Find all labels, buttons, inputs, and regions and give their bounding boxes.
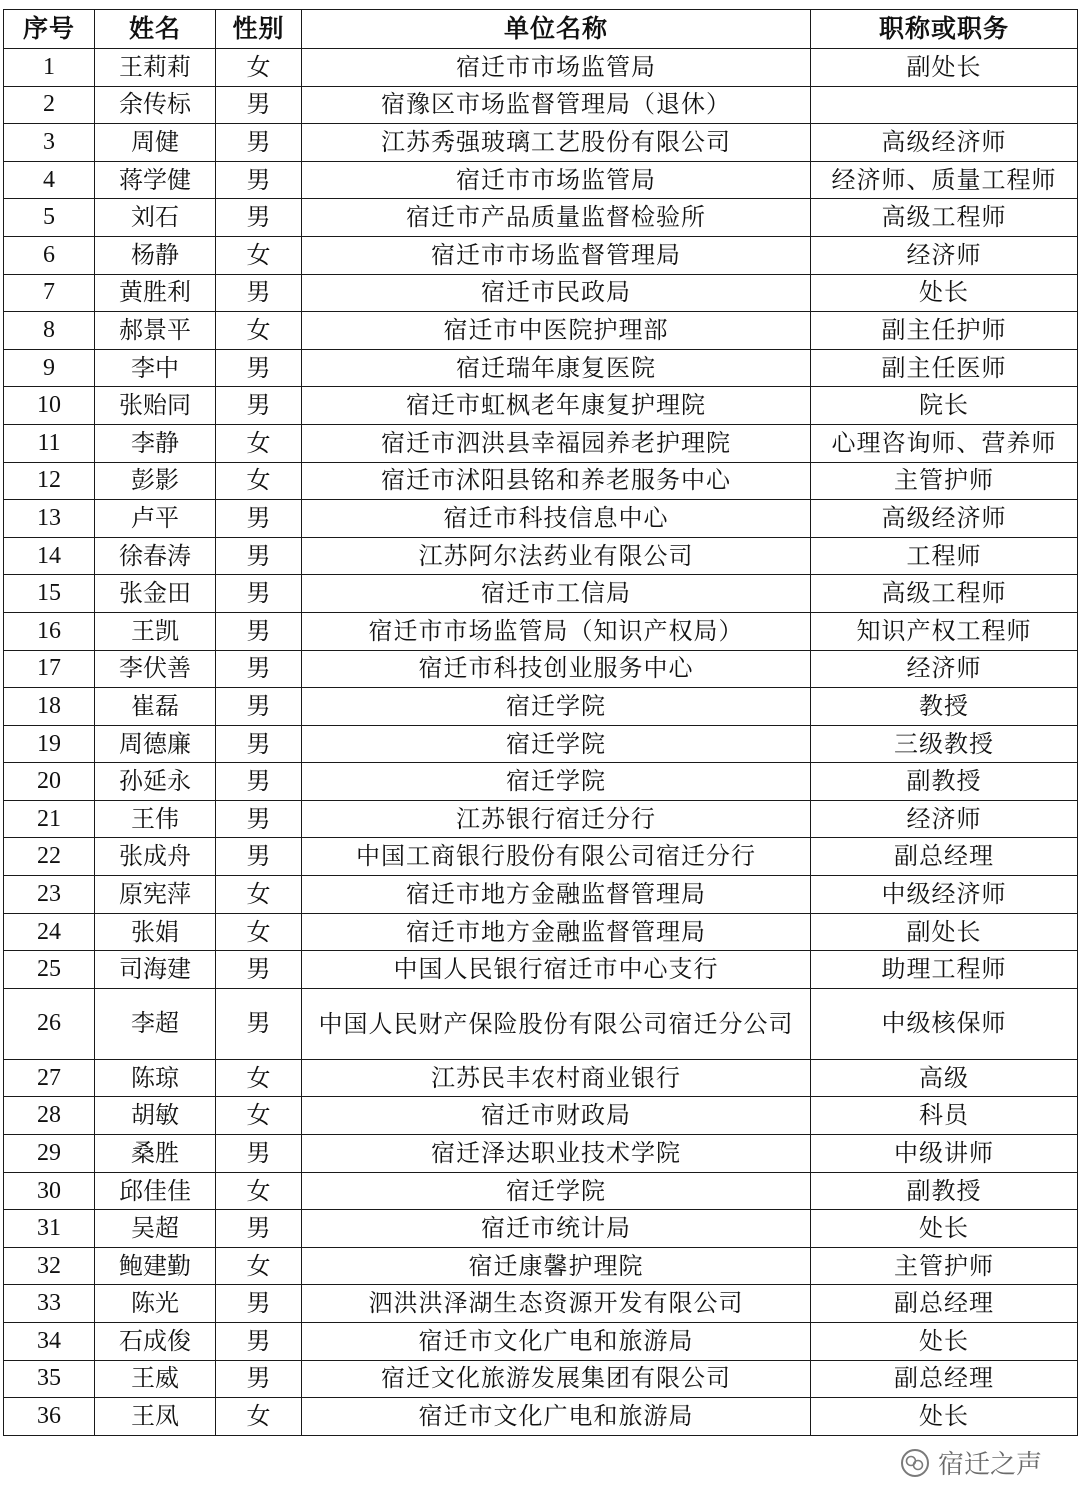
table-row xyxy=(4,575,1078,613)
person-name-cell: 余传标 xyxy=(95,86,216,124)
job-title-cell: 高级工程师 xyxy=(811,199,1078,237)
row-number-cell: 36 xyxy=(4,1398,95,1436)
wechat-official-account-icon xyxy=(900,1448,930,1478)
organization-cell: 宿迁市虹枫老年康复护理院 xyxy=(302,387,811,425)
person-name-cell: 崔磊 xyxy=(95,688,216,726)
job-title-cell: 副处长 xyxy=(811,49,1078,87)
gender-cell: 男 xyxy=(216,124,302,162)
gender-cell: 男 xyxy=(216,838,302,876)
gender-cell: 男 xyxy=(216,500,302,538)
person-name-cell: 孙延永 xyxy=(95,763,216,801)
person-name-cell: 石成俊 xyxy=(95,1323,216,1361)
job-title-cell: 知识产权工程师 xyxy=(811,612,1078,650)
person-name-cell: 张金田 xyxy=(95,575,216,613)
table-row xyxy=(4,688,1078,726)
gender-cell: 男 xyxy=(216,988,302,1059)
gender-cell: 男 xyxy=(216,1210,302,1248)
person-name-cell: 原宪萍 xyxy=(95,876,216,914)
job-title-cell: 三级教授 xyxy=(811,725,1078,763)
organization-cell: 宿迁市泗洪县幸福园养老护理院 xyxy=(302,424,811,462)
table-row xyxy=(4,1247,1078,1285)
organization-cell: 宿迁市工信局 xyxy=(302,575,811,613)
gender-cell: 男 xyxy=(216,800,302,838)
organization-cell: 宿迁市产品质量监督检验所 xyxy=(302,199,811,237)
gender-cell: 男 xyxy=(216,274,302,312)
table-row xyxy=(4,86,1078,124)
job-title-cell: 高级 xyxy=(811,1059,1078,1097)
organization-cell: 宿豫区市场监督管理局（退休） xyxy=(302,86,811,124)
table-row xyxy=(4,49,1078,87)
organization-cell: 宿迁市中医院护理部 xyxy=(302,312,811,350)
table-row xyxy=(4,725,1078,763)
job-title-cell: 处长 xyxy=(811,1210,1078,1248)
row-number-cell: 13 xyxy=(4,500,95,538)
job-title-cell xyxy=(811,86,1078,124)
person-name-cell: 王威 xyxy=(95,1360,216,1398)
organization-cell: 江苏民丰农村商业银行 xyxy=(302,1059,811,1097)
table-row xyxy=(4,876,1078,914)
table-row xyxy=(4,199,1078,237)
gender-cell: 男 xyxy=(216,387,302,425)
row-number-cell: 5 xyxy=(4,199,95,237)
table-row xyxy=(4,838,1078,876)
row-number-cell: 28 xyxy=(4,1097,95,1135)
job-title-cell: 副主任医师 xyxy=(811,349,1078,387)
table-row xyxy=(4,1360,1078,1398)
gender-cell: 女 xyxy=(216,462,302,500)
header-gender: 性别 xyxy=(216,10,302,49)
row-number-cell: 21 xyxy=(4,800,95,838)
table-row xyxy=(4,913,1078,951)
person-name-cell: 王凤 xyxy=(95,1398,216,1436)
gender-cell: 女 xyxy=(216,1097,302,1135)
organization-cell: 宿迁市市场监管局 xyxy=(302,49,811,87)
row-number-cell: 19 xyxy=(4,725,95,763)
roster-table xyxy=(3,9,1078,1436)
organization-cell: 宿迁市市场监督管理局 xyxy=(302,236,811,274)
row-number-cell: 1 xyxy=(4,49,95,87)
organization-cell: 泗洪洪泽湖生态资源开发有限公司 xyxy=(302,1285,811,1323)
job-title-cell: 副总经理 xyxy=(811,838,1078,876)
roster-sheet xyxy=(3,9,1077,1436)
person-name-cell: 陈光 xyxy=(95,1285,216,1323)
table-row xyxy=(4,312,1078,350)
job-title-cell: 主管护师 xyxy=(811,462,1078,500)
header-number: 序号 xyxy=(4,10,95,49)
job-title-cell: 高级经济师 xyxy=(811,124,1078,162)
table-row xyxy=(4,1097,1078,1135)
row-number-cell: 2 xyxy=(4,86,95,124)
table-row xyxy=(4,1210,1078,1248)
job-title-cell: 经济师、质量工程师 xyxy=(811,161,1078,199)
organization-cell: 宿迁市沭阳县铭和养老服务中心 xyxy=(302,462,811,500)
row-number-cell: 12 xyxy=(4,462,95,500)
gender-cell: 女 xyxy=(216,876,302,914)
person-name-cell: 李中 xyxy=(95,349,216,387)
person-name-cell: 李伏善 xyxy=(95,650,216,688)
organization-cell: 宿迁市科技创业服务中心 xyxy=(302,650,811,688)
organization-cell: 宿迁市市场监管局（知识产权局） xyxy=(302,612,811,650)
table-row xyxy=(4,1172,1078,1210)
organization-cell: 江苏阿尔法药业有限公司 xyxy=(302,537,811,575)
person-name-cell: 蒋学健 xyxy=(95,161,216,199)
job-title-cell: 经济师 xyxy=(811,650,1078,688)
header-organization: 单位名称 xyxy=(302,10,811,49)
organization-cell: 宿迁学院 xyxy=(302,725,811,763)
job-title-cell: 副总经理 xyxy=(811,1360,1078,1398)
table-row xyxy=(4,462,1078,500)
header-title: 职称或职务 xyxy=(811,10,1078,49)
gender-cell: 男 xyxy=(216,1360,302,1398)
gender-cell: 女 xyxy=(216,1172,302,1210)
row-number-cell: 22 xyxy=(4,838,95,876)
gender-cell: 男 xyxy=(216,763,302,801)
table-row xyxy=(4,1323,1078,1361)
row-number-cell: 24 xyxy=(4,913,95,951)
person-name-cell: 张娟 xyxy=(95,913,216,951)
table-row xyxy=(4,349,1078,387)
organization-cell: 宿迁市财政局 xyxy=(302,1097,811,1135)
organization-cell: 宿迁市地方金融监督管理局 xyxy=(302,876,811,914)
table-row xyxy=(4,274,1078,312)
table-row xyxy=(4,161,1078,199)
job-title-cell: 副教授 xyxy=(811,763,1078,801)
table-row xyxy=(4,387,1078,425)
table-row xyxy=(4,612,1078,650)
job-title-cell: 处长 xyxy=(811,1323,1078,1361)
person-name-cell: 徐春涛 xyxy=(95,537,216,575)
person-name-cell: 刘石 xyxy=(95,199,216,237)
table-row xyxy=(4,1135,1078,1173)
table-row xyxy=(4,800,1078,838)
job-title-cell: 处长 xyxy=(811,274,1078,312)
table-row xyxy=(4,500,1078,538)
row-number-cell: 10 xyxy=(4,387,95,425)
gender-cell: 女 xyxy=(216,1059,302,1097)
organization-cell: 中国人民财产保险股份有限公司宿迁分公司 xyxy=(302,988,811,1059)
gender-cell: 男 xyxy=(216,161,302,199)
organization-cell: 宿迁市科技信息中心 xyxy=(302,500,811,538)
row-number-cell: 23 xyxy=(4,876,95,914)
gender-cell: 女 xyxy=(216,913,302,951)
job-title-cell: 副主任护师 xyxy=(811,312,1078,350)
table-row xyxy=(4,236,1078,274)
job-title-cell: 心理咨询师、营养师 xyxy=(811,424,1078,462)
job-title-cell: 副处长 xyxy=(811,913,1078,951)
person-name-cell: 卢平 xyxy=(95,500,216,538)
row-number-cell: 18 xyxy=(4,688,95,726)
table-row xyxy=(4,1059,1078,1097)
organization-cell: 宿迁市文化广电和旅游局 xyxy=(302,1398,811,1436)
row-number-cell: 34 xyxy=(4,1323,95,1361)
person-name-cell: 黄胜利 xyxy=(95,274,216,312)
job-title-cell: 科员 xyxy=(811,1097,1078,1135)
organization-cell: 宿迁市统计局 xyxy=(302,1210,811,1248)
person-name-cell: 桑胜 xyxy=(95,1135,216,1173)
row-number-cell: 4 xyxy=(4,161,95,199)
row-number-cell: 8 xyxy=(4,312,95,350)
header-name: 姓名 xyxy=(95,10,216,49)
gender-cell: 男 xyxy=(216,537,302,575)
job-title-cell: 高级经济师 xyxy=(811,500,1078,538)
row-number-cell: 25 xyxy=(4,951,95,989)
person-name-cell: 王凯 xyxy=(95,612,216,650)
gender-cell: 男 xyxy=(216,199,302,237)
row-number-cell: 15 xyxy=(4,575,95,613)
job-title-cell: 中级讲师 xyxy=(811,1135,1078,1173)
person-name-cell: 彭影 xyxy=(95,462,216,500)
job-title-cell: 助理工程师 xyxy=(811,951,1078,989)
person-name-cell: 周健 xyxy=(95,124,216,162)
table-row xyxy=(4,951,1078,989)
job-title-cell: 高级工程师 xyxy=(811,575,1078,613)
row-number-cell: 6 xyxy=(4,236,95,274)
person-name-cell: 杨静 xyxy=(95,236,216,274)
watermark xyxy=(900,1444,1042,1481)
row-number-cell: 26 xyxy=(4,988,95,1059)
gender-cell: 男 xyxy=(216,612,302,650)
person-name-cell: 李静 xyxy=(95,424,216,462)
organization-cell: 江苏银行宿迁分行 xyxy=(302,800,811,838)
organization-cell: 宿迁学院 xyxy=(302,763,811,801)
gender-cell: 男 xyxy=(216,1285,302,1323)
job-title-cell: 副教授 xyxy=(811,1172,1078,1210)
row-number-cell: 35 xyxy=(4,1360,95,1398)
job-title-cell: 教授 xyxy=(811,688,1078,726)
gender-cell: 女 xyxy=(216,1398,302,1436)
job-title-cell: 处长 xyxy=(811,1398,1078,1436)
person-name-cell: 王伟 xyxy=(95,800,216,838)
job-title-cell: 经济师 xyxy=(811,800,1078,838)
row-number-cell: 27 xyxy=(4,1059,95,1097)
roster-body xyxy=(4,49,1078,1436)
organization-cell: 宿迁市市场监管局 xyxy=(302,161,811,199)
job-title-cell: 副总经理 xyxy=(811,1285,1078,1323)
header-row xyxy=(4,10,1078,49)
person-name-cell: 李超 xyxy=(95,988,216,1059)
row-number-cell: 7 xyxy=(4,274,95,312)
table-row xyxy=(4,124,1078,162)
gender-cell: 男 xyxy=(216,1323,302,1361)
row-number-cell: 11 xyxy=(4,424,95,462)
row-number-cell: 20 xyxy=(4,763,95,801)
job-title-cell: 工程师 xyxy=(811,537,1078,575)
organization-cell: 江苏秀强玻璃工艺股份有限公司 xyxy=(302,124,811,162)
job-title-cell: 中级核保师 xyxy=(811,988,1078,1059)
table-row xyxy=(4,1398,1078,1436)
person-name-cell: 张贻同 xyxy=(95,387,216,425)
organization-cell: 宿迁文化旅游发展集团有限公司 xyxy=(302,1360,811,1398)
watermark-text: 宿迁之声 xyxy=(938,1450,1043,1480)
row-number-cell: 31 xyxy=(4,1210,95,1248)
person-name-cell: 陈琼 xyxy=(95,1059,216,1097)
gender-cell: 男 xyxy=(216,86,302,124)
organization-cell: 宿迁市民政局 xyxy=(302,274,811,312)
table-row xyxy=(4,424,1078,462)
organization-cell: 宿迁学院 xyxy=(302,688,811,726)
gender-cell: 男 xyxy=(216,575,302,613)
job-title-cell: 中级经济师 xyxy=(811,876,1078,914)
row-number-cell: 30 xyxy=(4,1172,95,1210)
gender-cell: 女 xyxy=(216,424,302,462)
person-name-cell: 吴超 xyxy=(95,1210,216,1248)
person-name-cell: 王莉莉 xyxy=(95,49,216,87)
gender-cell: 女 xyxy=(216,1247,302,1285)
table-row xyxy=(4,650,1078,688)
table-row xyxy=(4,1285,1078,1323)
organization-cell: 中国人民银行宿迁市中心支行 xyxy=(302,951,811,989)
row-number-cell: 16 xyxy=(4,612,95,650)
person-name-cell: 胡敏 xyxy=(95,1097,216,1135)
person-name-cell: 司海建 xyxy=(95,951,216,989)
gender-cell: 男 xyxy=(216,951,302,989)
row-number-cell: 14 xyxy=(4,537,95,575)
organization-cell: 宿迁市文化广电和旅游局 xyxy=(302,1323,811,1361)
person-name-cell: 张成舟 xyxy=(95,838,216,876)
organization-cell: 宿迁泽达职业技术学院 xyxy=(302,1135,811,1173)
row-number-cell: 29 xyxy=(4,1135,95,1173)
table-row xyxy=(4,763,1078,801)
organization-cell: 宿迁市地方金融监督管理局 xyxy=(302,913,811,951)
person-name-cell: 郝景平 xyxy=(95,312,216,350)
row-number-cell: 9 xyxy=(4,349,95,387)
row-number-cell: 32 xyxy=(4,1247,95,1285)
gender-cell: 男 xyxy=(216,1135,302,1173)
gender-cell: 男 xyxy=(216,725,302,763)
job-title-cell: 院长 xyxy=(811,387,1078,425)
gender-cell: 女 xyxy=(216,312,302,350)
organization-cell: 宿迁学院 xyxy=(302,1172,811,1210)
gender-cell: 男 xyxy=(216,688,302,726)
gender-cell: 女 xyxy=(216,236,302,274)
person-name-cell: 周德廉 xyxy=(95,725,216,763)
gender-cell: 男 xyxy=(216,650,302,688)
job-title-cell: 主管护师 xyxy=(811,1247,1078,1285)
organization-cell: 中国工商银行股份有限公司宿迁分行 xyxy=(302,838,811,876)
job-title-cell: 经济师 xyxy=(811,236,1078,274)
row-number-cell: 17 xyxy=(4,650,95,688)
person-name-cell: 邱佳佳 xyxy=(95,1172,216,1210)
row-number-cell: 3 xyxy=(4,124,95,162)
organization-cell: 宿迁瑞年康复医院 xyxy=(302,349,811,387)
row-number-cell: 33 xyxy=(4,1285,95,1323)
table-row xyxy=(4,988,1078,1059)
table-row xyxy=(4,537,1078,575)
gender-cell: 男 xyxy=(216,349,302,387)
person-name-cell: 鲍建勤 xyxy=(95,1247,216,1285)
organization-cell: 宿迁康馨护理院 xyxy=(302,1247,811,1285)
gender-cell: 女 xyxy=(216,49,302,87)
